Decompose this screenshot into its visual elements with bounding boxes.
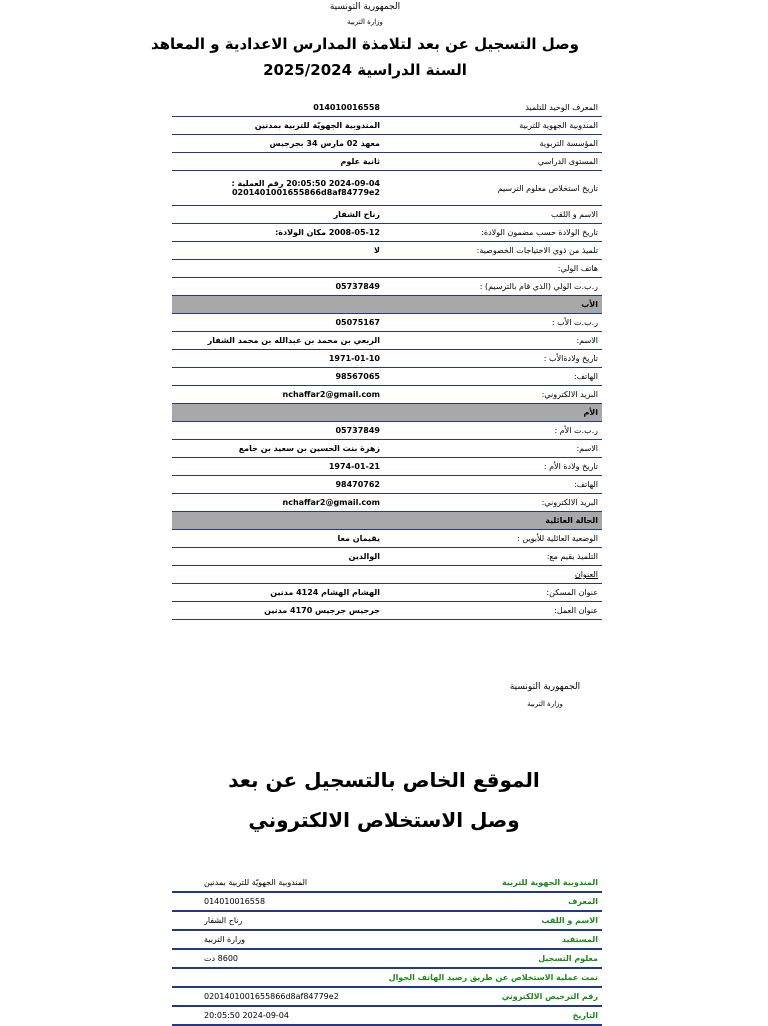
receipt-value xyxy=(172,874,384,892)
info-row xyxy=(172,135,602,153)
info-row xyxy=(172,458,602,476)
info-row xyxy=(172,224,602,242)
row-value: الربعي بن محمد بن عبدالله بن محمد الشفار xyxy=(172,332,384,350)
row-label: هاتف الولي: xyxy=(384,260,602,278)
row-label: الوضعية العائلية للأبوين : xyxy=(384,530,602,548)
receipt-value xyxy=(172,930,384,949)
row-label: الاسم: xyxy=(384,440,602,458)
row-value: 2008-05-12 مكان الولادة: xyxy=(172,224,384,242)
row-value: nchaffar2@gmail.com xyxy=(172,386,384,404)
receipt-value xyxy=(172,949,384,968)
school-year: السنة الدراسية 2025/2024 xyxy=(263,61,467,79)
info-row xyxy=(172,314,602,332)
row-value: 1974-01-21 xyxy=(172,458,384,476)
receipt-value-text: وزارة التربية xyxy=(204,935,245,944)
info-row xyxy=(172,206,602,224)
info-row xyxy=(172,153,602,171)
row-label: عنوان العمل: xyxy=(384,602,602,620)
receipt-value xyxy=(172,892,384,911)
row-label: البريد الالكتروني: xyxy=(384,494,602,512)
info-row xyxy=(172,171,602,206)
receipt-row xyxy=(172,892,602,911)
receipt-label: المندوبية الجهوية للتربية xyxy=(384,874,602,892)
row-label: الاسم و اللقب xyxy=(384,206,602,224)
receipt-label: التاريخ xyxy=(384,1006,602,1025)
info-row xyxy=(172,476,602,494)
receipt-title: وصل الاستخلاص الالكتروني xyxy=(248,808,520,832)
row-value: 05737849 xyxy=(172,278,384,296)
row-label: المستوى الدراسي xyxy=(384,153,602,171)
payment-note-row xyxy=(172,968,602,987)
info-row xyxy=(172,584,602,602)
operation-number: 0201401001655866d8af84779e2 xyxy=(231,188,380,197)
row-value: يقيمان معا xyxy=(172,530,384,548)
row-value: ثانية علوم xyxy=(172,153,384,171)
receipt-value-text: 8600 دت xyxy=(204,954,238,963)
row-label: التلميذ يقيم مع: xyxy=(384,548,602,566)
receipt-row xyxy=(172,911,602,930)
section-title: الأب xyxy=(172,296,602,314)
receipt-table xyxy=(172,874,602,1026)
row-label: تاريخ استخلاص معلوم الترسيم xyxy=(384,171,602,206)
receipt-value-text: المندوبية الجهويّة للتربية بمدنين xyxy=(204,878,308,887)
row-value: 98567065 xyxy=(172,368,384,386)
receipt-value-text: 0201401001655866d8af84779e2 xyxy=(204,992,339,1001)
info-row xyxy=(172,494,602,512)
row-value: معهد 02 مارس 34 بجرجيس xyxy=(172,135,384,153)
receipt-value xyxy=(172,911,384,930)
row-value: 05737849 xyxy=(172,422,384,440)
row-value: 98470762 xyxy=(172,476,384,494)
info-row xyxy=(172,440,602,458)
info-row xyxy=(172,386,602,404)
row-label: المندوبية الجهوية للتربية xyxy=(384,117,602,135)
receipt-row xyxy=(172,874,602,892)
row-value: رناح الشفار xyxy=(172,206,384,224)
row-label: ر.ب.ت الولي (الذي قام بالترسيم) : xyxy=(384,278,602,296)
info-row xyxy=(172,368,602,386)
row-label: الهاتف: xyxy=(384,476,602,494)
row-value: 1971-01-10 xyxy=(172,350,384,368)
receipt-republic-header: الجمهورية التونسية xyxy=(509,682,581,692)
receipt-value xyxy=(172,987,384,1006)
receipt-row xyxy=(172,930,602,949)
ministry-header: وزارة التربية xyxy=(347,18,383,26)
row-label: المؤسسة التربوية xyxy=(384,135,602,153)
row-value xyxy=(172,566,384,584)
row-label: ر.ب.ت الأم : xyxy=(384,422,602,440)
receipt-label: الاسم و اللقب xyxy=(384,911,602,930)
row-value: زهرة بنت الحسين بن سعيد بن جامع xyxy=(172,440,384,458)
row-label: عنوان المسكن: xyxy=(384,584,602,602)
row-value: المندوبية الجهويّة للتربية بمدنين xyxy=(172,117,384,135)
receipt-row xyxy=(172,987,602,1006)
row-label: الهاتف: xyxy=(384,368,602,386)
info-row xyxy=(172,566,602,584)
row-value: جرجيس جرجيس 4170 مدنين xyxy=(172,602,384,620)
receipt-value-text: 2024-09-04 20:05:50 xyxy=(204,1011,289,1020)
receipt-row xyxy=(172,949,602,968)
info-row xyxy=(172,350,602,368)
receipt-row xyxy=(172,1006,602,1025)
row-label: تاريخ ولادةالأب : xyxy=(384,350,602,368)
site-title: الموقع الخاص بالتسجيل عن بعد xyxy=(228,768,540,792)
row-label: تاريخ الولادة حسب مضمون الولادة: xyxy=(384,224,602,242)
info-row xyxy=(172,422,602,440)
info-row xyxy=(172,278,602,296)
info-row xyxy=(172,530,602,548)
row-value: 05075167 xyxy=(172,314,384,332)
section-header-family xyxy=(172,512,602,530)
receipt-value xyxy=(172,1006,384,1025)
info-row xyxy=(172,117,602,135)
row-value: الوالدين xyxy=(172,548,384,566)
info-row xyxy=(172,548,602,566)
receipt-ministry-header: وزارة التربية xyxy=(527,700,563,708)
section-title: الأم xyxy=(172,404,602,422)
receipt-value-text: 014010016558 xyxy=(204,897,266,906)
row-label: ر.ب.ت الأب : xyxy=(384,314,602,332)
receipt-value-text: رناح الشفار xyxy=(204,916,243,925)
row-label: تلميذ من ذوي الاحتياجات الخصوصية: xyxy=(384,242,602,260)
document-title: وصل التسجيل عن بعد لتلامذة المدارس الاعدادية و المعاهد xyxy=(150,35,579,53)
row-value: لا xyxy=(172,242,384,260)
row-value xyxy=(172,260,384,278)
row-label: الاسم: xyxy=(384,332,602,350)
row-label: المعرف الوحيد للتلميذ xyxy=(384,99,602,117)
info-row xyxy=(172,242,602,260)
receipt-label: معلوم التسجيل xyxy=(384,949,602,968)
receipt-label: رقم الترخيص الالكتروني xyxy=(384,987,602,1006)
row-value: nchaffar2@gmail.com xyxy=(172,494,384,512)
receipt-label: المستفيد xyxy=(384,930,602,949)
section-header-father xyxy=(172,296,602,314)
republic-header: الجمهورية التونسية xyxy=(329,2,401,12)
row-value: 014010016558 xyxy=(172,99,384,117)
section-header-mother xyxy=(172,404,602,422)
payment-note: تمت عملية الاستخلاص عن طريق رصيد الهاتف الجوال xyxy=(172,968,602,987)
receipt-label: المعرف xyxy=(384,892,602,911)
info-row xyxy=(172,332,602,350)
info-row xyxy=(172,99,602,117)
payment-date: 2024-09-04 20:05:50 رقم العملية : xyxy=(231,179,380,188)
info-row xyxy=(172,260,602,278)
row-value xyxy=(172,171,384,206)
row-label: العنوان xyxy=(384,566,602,584)
student-info-table xyxy=(172,99,602,620)
section-title: الحالة العائلية xyxy=(172,512,602,530)
row-value: الهشام الهشام 4124 مدنين xyxy=(172,584,384,602)
info-row xyxy=(172,602,602,620)
row-label: البريد الالكتروني: xyxy=(384,386,602,404)
row-label: تاريخ ولادة الأم : xyxy=(384,458,602,476)
